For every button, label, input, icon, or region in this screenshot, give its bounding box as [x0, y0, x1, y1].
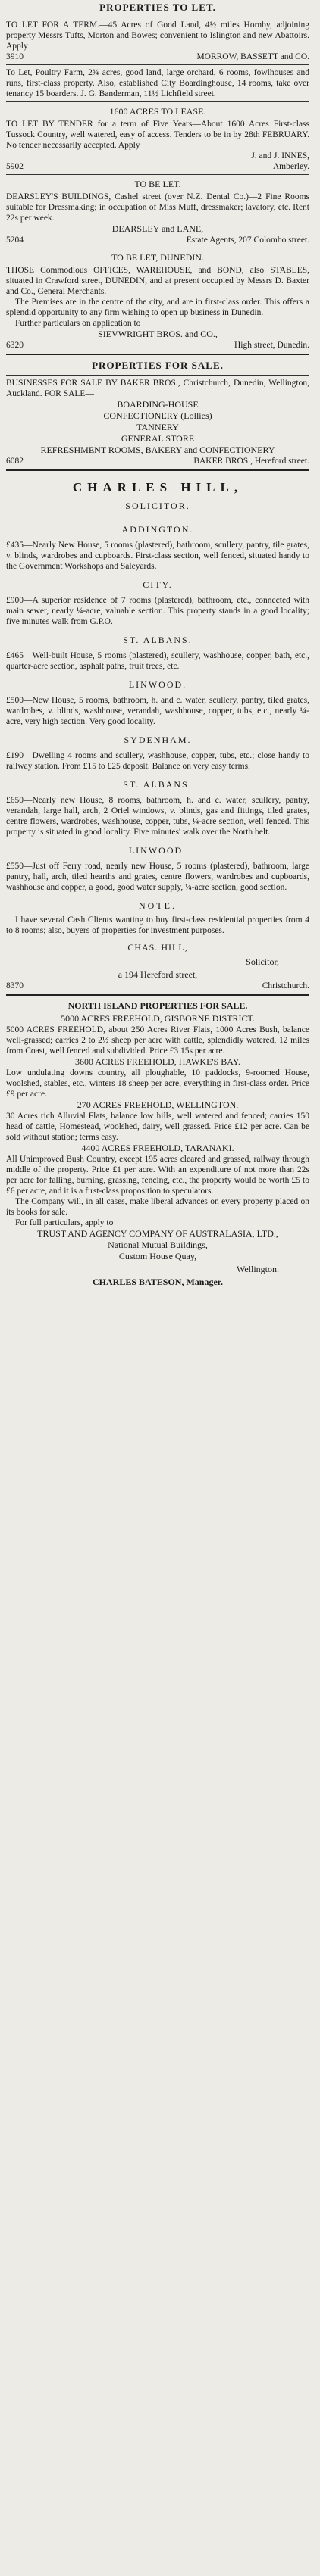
- signature-address: a 194 Hereford street,: [118, 969, 198, 980]
- ad-1600-acres: [6, 104, 309, 172]
- ad-number: 6082: [6, 457, 24, 466]
- ad-title: NORTH ISLAND PROPERTIES FOR SALE.: [67, 1000, 248, 1011]
- advertiser-name: CHARLES HILL,: [72, 480, 243, 494]
- ad-footer: [6, 151, 309, 161]
- ad-advertiser: SIEVWRIGHT BROS. and CO.,: [98, 329, 218, 339]
- section-header-for-sale: PROPERTIES FOR SALE.: [92, 360, 224, 371]
- ad-dunedin-offices: [6, 251, 309, 351]
- ad-title: TO BE LET, DUNEDIN.: [111, 252, 204, 263]
- property-location: LINWOOD.: [128, 845, 187, 856]
- divider: [6, 64, 309, 65]
- property-description: £465—Well-built House, 5 rooms (plastered), scullery, washhouse, copper, bath, etc., quarter-acre section, asphalt paths, fruit trees, etc.: [6, 651, 309, 671]
- property-listing: [6, 627, 309, 672]
- ad-item: CONFECTIONERY (Lollies): [103, 410, 212, 421]
- property-description: £435—Nearly New House, 5 rooms (plastered), bathroom, scullery, pantry, tile grates, v. blinds, wardrobes and cupboards. First-class section, well fenced, situated handy to the Government Workshops and Saleyards.: [6, 541, 309, 571]
- divider: [6, 375, 309, 376]
- advertiser-role: SOLICITOR.: [125, 501, 190, 511]
- property-heading: 3600 ACRES FREEHOLD, HAWKE'S BAY.: [75, 1056, 240, 1067]
- ad-address: Estate Agents, 207 Colombo street.: [186, 235, 309, 245]
- property-heading: 5000 ACRES FREEHOLD, GISBORNE DISTRICT.: [61, 1013, 255, 1024]
- ad-title: TO BE LET.: [134, 179, 181, 189]
- ad-body: BUSINESSES FOR SALE BY BAKER BROS., Christchurch, Dunedin, Wellington, Auckland. FOR SALE—: [6, 379, 309, 398]
- terms-text: The Company will, in all cases, make liberal advances on every property placed on its books for sale.: [6, 1197, 309, 1217]
- note-text: I have several Cash Clients wanting to buy first-class residential properties from 4 to 8 rooms; also, buyers of properties for investment purposes.: [6, 915, 309, 935]
- signature-role: Solicitor,: [246, 956, 279, 967]
- ad-advertiser: J. and J. INNES,: [251, 151, 309, 161]
- property-description: All Unimproved Bush Country, except 195 acres cleared and grassed, railway through middle of the property. Price £1 per acre. With an expenditure of not more than 22s per acre for falling, burning, grassing, fencing, etc., the property would be worth £5 to £6 per acre, and it is a first-class proposition to speculators.: [6, 1155, 309, 1196]
- ad-footer: [6, 340, 309, 351]
- ad-advertiser: DEARSLEY and LANE,: [111, 223, 204, 234]
- ad-item: GENERAL STORE: [121, 433, 195, 444]
- property-location: ADDINGTON.: [121, 524, 194, 535]
- ad-item: TANNERY: [136, 422, 179, 432]
- ad-advertiser: BAKER BROS., Hereford street.: [193, 457, 309, 466]
- property-location: SYDENHAM.: [124, 734, 192, 745]
- property-listing: [6, 772, 309, 837]
- divider: [6, 174, 309, 175]
- ad-item: BOARDING-HOUSE: [117, 399, 199, 410]
- ad-number: 5204: [6, 235, 24, 245]
- company-name: TRUST AND AGENCY COMPANY OF AUSTRALASIA, LTD.,: [37, 1228, 278, 1239]
- ad-location: Christchurch.: [262, 981, 309, 990]
- property-heading: 270 ACRES FREEHOLD, WELLINGTON.: [77, 1099, 239, 1110]
- property-location: CITY.: [143, 579, 173, 590]
- ad-north-island: [6, 999, 309, 1288]
- property-description: 5000 ACRES FREEHOLD, about 250 Acres River Flats, 1000 Acres Bush, balance well-grassed; carries 2 to 2½ sheep per acre with cattle, splendidly watered, 12 miles from Coast, well fenced and subdivided. Price £3 15s per acre.: [6, 1025, 309, 1056]
- manager-signature: CHARLES BATESON, Manager.: [92, 1277, 224, 1287]
- ad-body: TO LET FOR A TERM.—45 Acres of Good Land, 4½ miles Hornby, adjoining property Messrs Tufts, Morton and Bowes; convenient to Islington and new Abattoirs. Apply: [6, 20, 309, 51]
- property-location: ST. ALBANS.: [123, 635, 193, 645]
- ad-body: The Premises are in the centre of the city, and are in first-class order. This offers a splendid opportunity to any firm wishing to open up business in Dunedin.: [6, 298, 309, 317]
- property-listing: [6, 672, 309, 727]
- section-header-to-let: PROPERTIES TO LET.: [99, 2, 216, 13]
- property-description: 30 Acres rich Alluvial Flats, balance low hills, well watered and fenced; carries 150 head of cattle, Homestead, woolshed, dairy, well grassed. Price £12 per acre. Can be sold without station; terms easy.: [6, 1112, 309, 1142]
- ad-body: THOSE Commodious OFFICES, WAREHOUSE, and BOND, also STABLES, situated in Crawford street, DUNEDIN, and at present occupied by Messrs D. Baxter and Co., General Merchants.: [6, 266, 309, 296]
- ad-farm-lease: [6, 20, 309, 62]
- property-description: £550—Just off Ferry road, nearly new House, 5 rooms (plastered), bathroom, large pantry, hall, arch, tiled hearths and grates, centre flowers, wardrobes and cupboards, washhouse and copper, a good, good water supply, ¼-acre section, good section.: [6, 862, 309, 892]
- ad-item: REFRESHMENT ROOMS, BAKERY and CONFECTIONERY: [40, 444, 275, 455]
- ad-number: 8370: [6, 981, 24, 990]
- property-description: Low undulating downs country, all ploughable, 10 paddocks, 9-roomed House, woolshed, stables, etc., winters 18 sheep per acre, everything in first-class order. Price £9 per acre.: [6, 1068, 309, 1099]
- ad-number: 3910: [6, 52, 24, 61]
- property-description: £500—New House, 5 rooms, bathroom, h. and c. water, scullery, pantry, tiled grates, wardrobes, v. blinds, washhouse, verandah, washhouse, copper, tubs, etc., nearly ¼-acre, very high section. Very good locality.: [6, 696, 309, 726]
- divider: [6, 354, 309, 355]
- ad-number: 6320: [6, 341, 24, 350]
- ad-advertiser: MORROW, BASSETT and CO.: [196, 52, 309, 61]
- property-listing: [6, 727, 309, 772]
- ad-body: Further particulars on application to: [15, 319, 141, 328]
- ad-footer: [6, 161, 309, 172]
- property-location: ST. ALBANS.: [123, 779, 193, 790]
- ad-number: 5902: [6, 162, 24, 171]
- ad-baker-bros: [6, 378, 309, 466]
- ad-dearsleys-buildings: [6, 177, 309, 245]
- ad-body: To Let, Poultry Farm, 2¾ acres, good land, large orchard, 6 rooms, fowlhouses and runs, first-class property. Also, established City Boardinghouse, 14 rooms, take over tenancy 15 boarders. J. G. Banderman, 11½ Lichfield street.: [6, 68, 309, 98]
- property-description: £190—Dwelling 4 rooms and scullery, washhouse, copper, tubs, etc.; close handy to railway station. From £15 to £25 deposit. Balance on very easy terms.: [6, 751, 309, 771]
- divider: [6, 469, 309, 471]
- ad-title: 1600 ACRES TO LEASE.: [109, 106, 206, 117]
- ad-footer: [6, 981, 309, 991]
- property-description: £900—A superior residence of 7 rooms (plastered), bathroom, etc., connected with main sewer, nearly ¼-acre, valuable section. This property stands in a good locality; five minutes walk from G.P.O.: [6, 596, 309, 626]
- property-heading: 4400 ACRES FREEHOLD, TARANAKI.: [81, 1143, 234, 1153]
- ad-location: Amberley.: [272, 162, 309, 171]
- property-description: £650—Nearly new House, 8 rooms, bathroom, h. and c. water, scullery, pantry, verandah, large hall, arch, 2 Oriel windows, v. blinds, gas and fittings, tiled grates, centre flowers, wardrobes, washhouse, copper, tubs, ¼-acre section, well fenced. This property is situated in good locality. Five minutes' walk over the North belt.: [6, 796, 309, 837]
- company-city: Wellington.: [236, 1264, 279, 1274]
- ad-address: High street, Dunedin.: [234, 341, 309, 350]
- ad-footer: [6, 51, 309, 62]
- signature-name: CHAS. HILL,: [127, 942, 188, 953]
- ad-body: DEARSLEY'S BUILDINGS, Cashel street (over N.Z. Dental Co.)—2 Fine Rooms suitable for Dressmaking; in occupation of Miss Muff, dressmaker; lavatory, etc. Rent 22s per week.: [6, 192, 309, 223]
- note-heading: NOTE.: [139, 900, 177, 911]
- ad-footer: [6, 235, 309, 245]
- property-listing: [6, 516, 309, 572]
- ad-footer: [6, 456, 309, 466]
- divider: [6, 994, 309, 996]
- company-address: Custom House Quay,: [118, 1251, 197, 1261]
- contact-text: For full particulars, apply to: [15, 1218, 114, 1227]
- divider: [6, 101, 309, 102]
- property-location: LINWOOD.: [128, 679, 187, 690]
- ad-body: TO LET BY TENDER for a term of Five Years—About 1600 Acres First-class Tussock Country, well watered, easy of access. Tenders to be in by 28th FEBRUARY. No tender necessarily accepted. Apply: [6, 120, 309, 150]
- property-listing: [6, 837, 309, 893]
- property-listing: [6, 572, 309, 627]
- ad-poultry-farm: [6, 67, 309, 99]
- company-address: National Mutual Buildings,: [108, 1240, 208, 1250]
- ad-charles-hill: [6, 474, 309, 991]
